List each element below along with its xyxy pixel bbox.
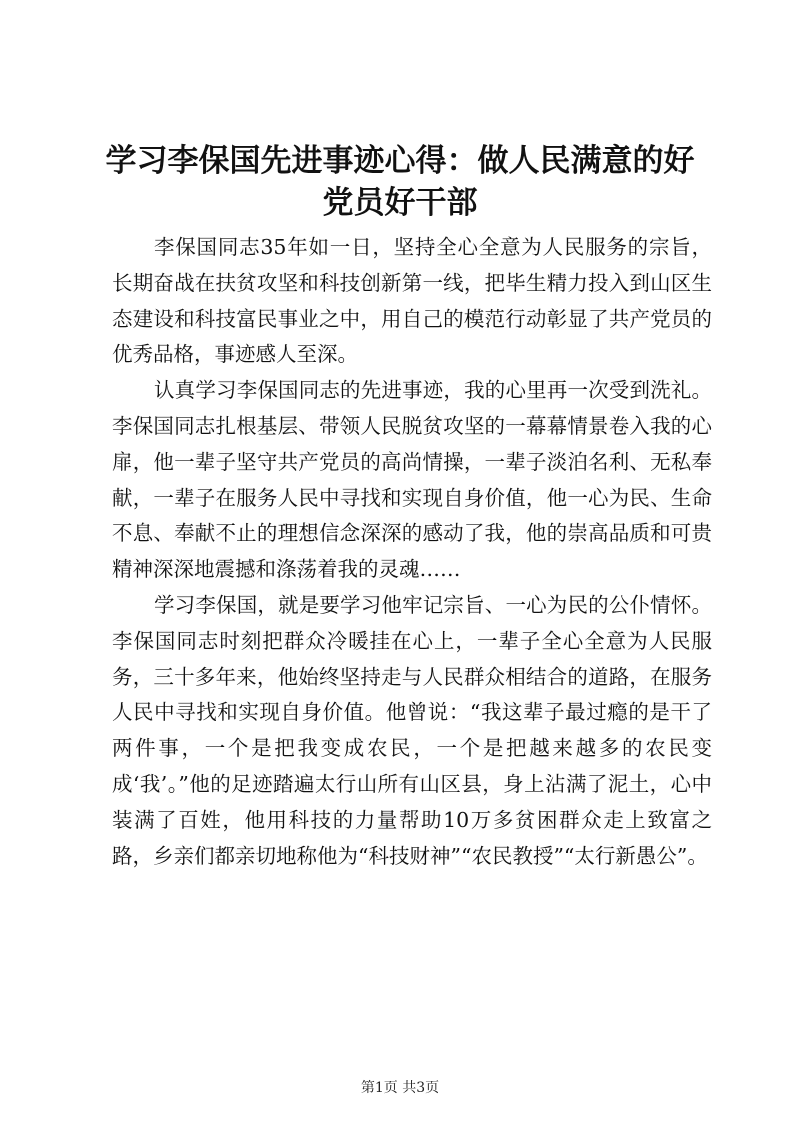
paragraph-1: 李保国同志35年如一日，坚持全心全意为人民服务的宗旨，长期奋战在扶贫攻坚和科技创新第一线，把毕生精力投入到山区生态建设和科技富民事业之中，用自己的模范行动彰显了共产党员的优秀品格，事迹感人至深。 xyxy=(112,235,712,367)
page-footer: 第1页 共3页 xyxy=(360,1080,440,1096)
paragraph-3: 学习李保国，就是要学习他牢记宗旨、一心为民的公仆情怀。李保国同志时刻把群众冷暖挂在心上，一辈子全心全意为人民服务，三十多年来，他始终坚持走与人民群众相结合的道路，在服务人民中寻找和实现自身价值。他曾说：“我这辈子最过瘾的是干了两件事，一个是把我变成农民，一个是把越来越多的农民变成‘我’。”他的足迹踏遍太行山所有山区县，身上沾满了泥土，心中装满了百姓，他用科技的力量帮助10万多贫困群众走上致富之路，乡亲们都亲切地称他为“科技财神”“农民教授”“太行新愚公”。 xyxy=(112,592,712,868)
paragraph-2: 认真学习李保国同志的先进事迹，我的心里再一次受到洗礼。李保国同志扎根基层、带领人民脱贫攻坚的一幕幕情景卷入我的心扉，他一辈子坚守共产党员的高尚情操，一辈子淡泊名利、无私奉献，一辈子在服务人民中寻找和实现自身价值，他一心为民、生命不息、奉献不止的理想信念深深的感动了我，他的崇高品质和可贵精神深深地震撼和涤荡着我的灵魂…… xyxy=(112,378,712,582)
document-body xyxy=(112,230,712,874)
page-title: 学习李保国先进事迹心得：做人民满意的好党员好干部 xyxy=(105,143,695,221)
